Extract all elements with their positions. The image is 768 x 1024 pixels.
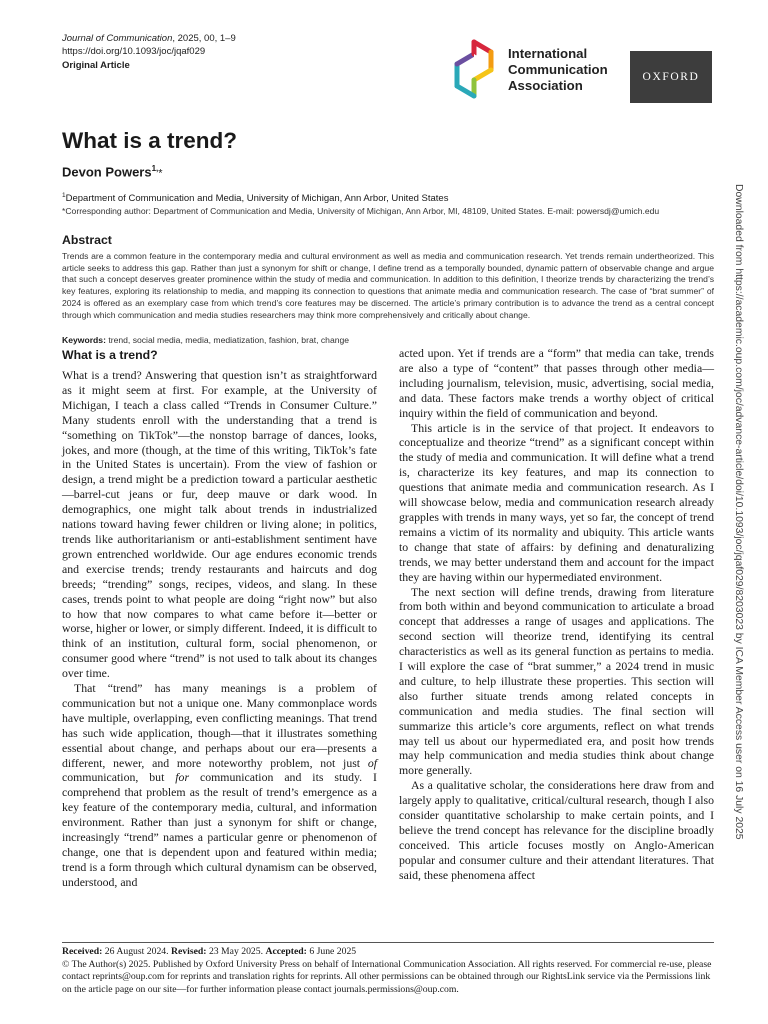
copyright-notice: © The Author(s) 2025. Published by Oxford University Press on behalf of International Communication Association. All rights reserved. For commercial re-use, please contact reprints@oup.com for reprints and translation rights for reprints. All other permissions can be obtained through our RightsLink service via the Permissions link on the article page on our site—for further information please contact journals.permissions@oup.com. (62, 958, 712, 995)
ica-name-line2: Communication (508, 61, 608, 77)
doi-link[interactable]: https://doi.org/10.1093/joc/jqaf029 (62, 46, 206, 57)
ica-logo-icon (451, 36, 497, 100)
journal-name: Journal of Communication (62, 33, 173, 44)
section-heading: What is a trend? (62, 348, 158, 362)
keywords-label: Keywords: (62, 335, 106, 345)
affiliation-sup: 1 (62, 192, 66, 199)
paragraph: The next section will define trends, drawing from literature from both within and beyond communication to articulate a broad concept that addresses a range of usages and applications. The second section will theorize trend, identifying its central characteristics as well as its general function as pertains to media. I will explore the case of “brat summer,” a 2024 trend in music and culture, to help illustrate these properties. This section will also further situate trends among related concepts in communication and media studies. The final section will summarize this article’s core arguments, reflect on what trends may tell us about our hypermediated era, and posit how trends may help communication and media studies think about change more generally. (399, 584, 714, 778)
paragraph: What is a trend? Answering that question isn’t as straightforward as it might seem at first. For example, at the University of Michigan, I teach a class called “Trends in Consumer Culture.” Many students enroll with the understanding that a trend is “something on TikTok”—the nonstop barrage of dances, looks, jokes, and more (though, at the time of this writing, TikTok’s fate in the United States is uncertain). From the view of fashion or design, a trend might be a prediction toward a particular aesthetic—barrel-cut jeans or fur, deep mauve or dark wood. In demographics, one might talk about trends in industrialized nations toward having fewer children or living alone; in politics, trends like authoritarianism or anti-establishment sentiment have grown entrenched worldwide. Our age endures economic trends and exercise trends; trendy restaurants and haircuts and dog breeds; “trending” songs, recipes, videos, and slang. In these cases, trends point to what people are doing “right now” but also to how that now compares to what came before it—better or worse, higher or lower, or simply different. Indeed, it is difficult to think of an institution, cultural form, social phenomenon, or consumer good where “trend” is not used to talk about its changes over time. (62, 368, 377, 681)
body-column-right (399, 346, 714, 883)
history-dates: Received: 26 August 2024. Revised: 23 May 2025. Accepted: 6 June 2025 (62, 946, 357, 957)
article-type: Original Article (62, 60, 130, 71)
keywords (62, 335, 349, 345)
paragraph: This article is in the service of that project. It endeavors to conceptualize and theorize “trend” as a significant concept within the study of media and communication. It will define what a trend is, characterize its key features, and map its connection to questions that animate media and communication research. As I will showcase below, media and communication research already grapples with trends in many ways, yet so far, the concept of trend remains a victim of its normality and ubiquity. This article wants to change that state of affairs: by defining and denaturalizing trends, we may better understand them and account for the impact they are having within our hypermediated environment. (399, 420, 714, 584)
keywords-list: trend, social media, media, mediatization, fashion, brat, change (105, 335, 350, 345)
abstract-heading: Abstract (62, 233, 112, 247)
corresponding-author: *Corresponding author: Department of Communication and Media, University of Michigan, Ann Arbor, MI, 48109, United States. E-mail: powersdj@umich.edu (62, 206, 660, 216)
author-line (62, 164, 163, 179)
footer-divider (62, 942, 714, 943)
affiliation (62, 189, 448, 206)
ica-name-line1: International (508, 46, 588, 61)
footer (62, 946, 722, 996)
ica-name-line3: Association (508, 77, 583, 93)
author-affil-sup: 1, (151, 164, 159, 173)
journal-volume: , 2025, 00, 1–9 (172, 33, 236, 44)
journal-meta (62, 32, 236, 72)
affiliation-text: Department of Communication and Media, University of Michigan, Ann Arbor, United States (65, 193, 449, 205)
author-name[interactable]: Devon Powers (62, 164, 152, 180)
download-watermark: Downloaded from https://academic.oup.com/joc/advance-article/doi/10.1093/joc/jqaf029/8203023 by ICA Member Access user on 16 July 2025 (733, 184, 744, 840)
body-column-left (62, 368, 377, 890)
abstract-text: Trends are a common feature in the contemporary media and cultural environment as well as media and communication research. Yet trends remain undertheorized. This article seeks to address this gap. Rather than just a synonym for shift or change, I define trend as a temporally bounded, dynamic pattern of observable change and argue that such a concept deserves greater prominence within the study of media and communication. In addition to this definition, I theorize trends by characterizing the trend’s key features, exploring its relationship to media, and mapping its connection to questions that animate media and communication research. The case of “brat summer” of 2024 is offered as an exemplary case from which trend’s core features may be discerned. The article’s primary contribution is to advance the trend as a central concept through which communication and media studies researchers may think more comprehensively and critically about change. (62, 251, 714, 320)
paragraph: That “trend” has many meanings is a problem of communication but not a unique one. Many commonplace words have multiple, overlapping, even conflicting meanings. That trend has such wide application, though—that it illustrates something essential about change, and perhaps about our era—presents a different, newer, and more noteworthy problem, not just of communication, but for communication and its study. I comprehend that problem as the result of trend’s emergence as a key feature of the contemporary media, cultural, and information environment. Rather than just a synonym for shift or change, increasingly “trend” names a particular genre or phenomenon of change, one that is dependent upon and featured within media; trend is a form through which cultural dynamism can be observed, understood, and (62, 681, 377, 889)
article-title: What is a trend? (62, 128, 238, 153)
corresponding-mark: * (158, 167, 163, 180)
paragraph: acted upon. Yet if trends are a “form” that media can take, trends are also a type of “content” that passes through other media—including journalism, television, music, advertising, social media, and data. These factors make trends a worthy object of critical inquiry within the field of communication and beyond. (399, 346, 714, 420)
ica-name (508, 46, 608, 93)
paragraph: As a qualitative scholar, the considerations here draw from and largely apply to qualitative, critical/cultural research, though I also consider quantitative scholarship to make certain points, and I believe the trend concept has relevance for the discipline broadly conceived. This article focuses mostly on Anglo-American popular and consumer culture and their attendant literatures. That said, these phenomena affect (399, 778, 714, 882)
oxford-logo: OXFORD (630, 51, 712, 103)
